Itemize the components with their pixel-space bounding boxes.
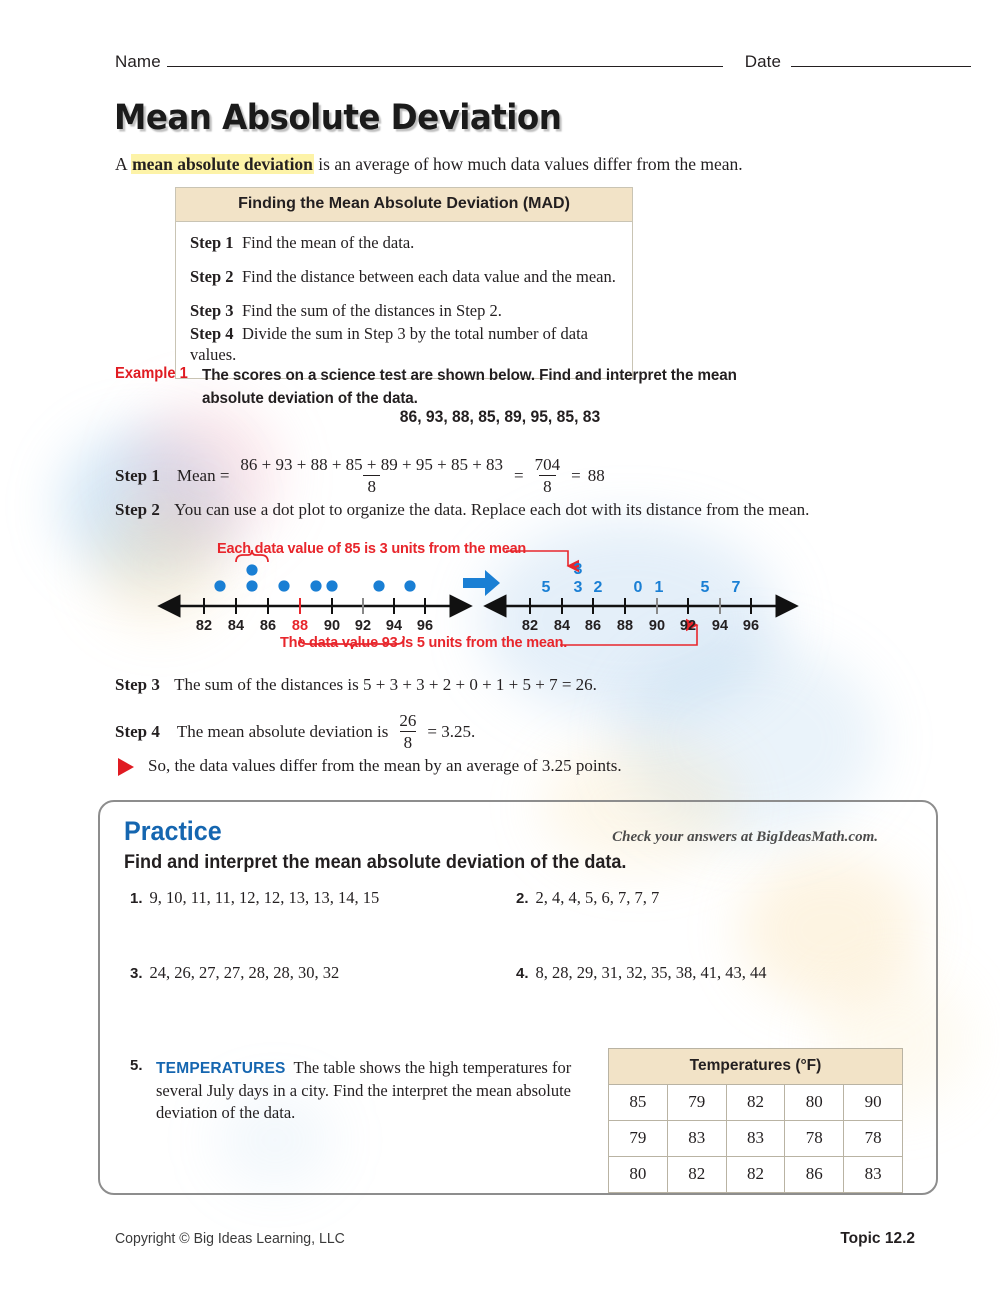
svg-text:94: 94 [385,618,403,634]
mad-step-3 [190,300,632,321]
table-cell: 80 [785,1085,844,1121]
table-row [609,1121,903,1157]
background-wash [95,505,225,625]
svg-text:90: 90 [323,618,341,634]
table-cell: 83 [726,1121,785,1157]
mad-step-1-text: Find the mean of the data. [242,233,415,252]
exercise-2-number: 2. [516,890,529,907]
mad-step-3-text: Find the sum of the distances in Step 2. [242,301,502,321]
mad-step-2-text: Find the distance between each data value and the mean. [242,267,616,287]
mean-fraction-2 [531,456,565,497]
mad-numerator: 26 [399,711,417,730]
table-cell: 82 [667,1157,726,1193]
right-axis-ticks [530,598,751,614]
svg-text:86: 86 [584,618,602,634]
exercise-4-number: 4. [516,965,529,982]
temperatures-table-heading: Temperatures (°F) [609,1049,903,1085]
mad-step-2 [190,266,632,287]
mad-step-2-label: Step 2 [190,267,234,287]
transition-arrow-icon [463,570,500,596]
mad-box-heading: Finding the Mean Absolute Deviation (MAD) [176,188,632,222]
mean-sum: 704 [534,455,561,474]
practice-exercise-5[interactable] [156,1057,576,1124]
svg-text:88: 88 [616,618,634,634]
mad-step-4 [190,323,632,365]
example-step-1-label: Step 1 [115,466,160,486]
distance-labels [542,561,741,596]
page-title: Mean Absolute Deviation [114,98,562,138]
definition-sentence [115,154,743,175]
practice-subtitle: Find and interpret the mean absolute deviation of the data. [124,852,627,873]
table-cell: 83 [667,1121,726,1157]
name-date-bar [115,52,915,72]
mad-step-3-label: Step 3 [190,301,234,321]
table-cell: 78 [785,1121,844,1157]
temperatures-table [608,1048,903,1193]
svg-text:1: 1 [654,579,664,596]
example-step-3 [115,675,597,695]
svg-text:5: 5 [700,579,710,596]
mean-result: 88 [587,466,605,486]
table-cell: 90 [844,1085,903,1121]
example-label: Example 1 [115,365,188,382]
svg-text:7: 7 [731,579,741,596]
exercise-1-text: 9, 10, 11, 11, 12, 12, 13, 13, 14, 15 [149,888,380,907]
mad-fraction [395,712,420,753]
example-step-2-label: Step 2 [115,500,160,519]
footer-topic: Topic 12.2 [840,1230,915,1247]
date-write-line[interactable] [791,53,971,67]
table-cell: 82 [726,1157,785,1193]
exercise-1-number: 1. [130,890,143,907]
name-write-line[interactable] [167,53,723,67]
mad-result: = 3.25. [427,722,476,742]
example-step-3-text: The sum of the distances is 5 + 3 + 3 + 2 + 0 + 1 + 5 + 7 = 26. [174,675,597,694]
left-axis-ticks [204,598,425,614]
equals-2: = [571,466,581,486]
check-answers-note: Check your answers at BigIdeasMath.com. [612,829,878,845]
mad-procedure-box [175,187,633,379]
mean-fraction-1 [236,456,507,497]
exercise-5-topic: TEMPERATURES [156,1060,286,1077]
table-cell: 80 [609,1157,668,1193]
svg-text:96: 96 [742,618,760,634]
exercise-5-number: 5. [130,1057,143,1074]
svg-text:82: 82 [521,618,539,634]
svg-text:86: 86 [259,618,277,634]
svg-text:0: 0 [633,579,643,596]
example-prompt: The scores on a science test are shown below. Find and interpret the mean absolute deviation of the data. [202,367,737,407]
svg-text:96: 96 [416,618,434,634]
mean-numerator: 86 + 93 + 88 + 85 + 89 + 95 + 85 + 83 [240,455,504,474]
table-row [609,1157,903,1193]
mean-count: 8 [539,475,556,496]
vocabulary-term-highlight: mean absolute deviation [132,154,313,174]
exercise-4-text: 8, 28, 29, 31, 32, 35, 38, 41, 43, 44 [535,963,767,982]
footer-copyright: Copyright © Big Ideas Learning, LLC [115,1230,345,1247]
svg-text:82: 82 [195,618,213,634]
exercise-2-text: 2, 4, 4, 5, 6, 7, 7, 7 [535,888,660,907]
mad-step-4-label: Step 4 [190,324,234,344]
table-cell: 79 [667,1085,726,1121]
svg-text:84: 84 [553,618,571,634]
mean-denominator: 8 [363,475,380,496]
svg-text:3: 3 [573,579,583,596]
equals-1: = [514,466,524,486]
svg-text:94: 94 [711,618,729,634]
table-cell: 79 [609,1121,668,1157]
example-step-3-label: Step 3 [115,675,160,694]
svg-text:92: 92 [354,618,372,634]
example-step-1 [115,456,605,497]
example-step-2-text: You can use a dot plot to organize the data. Replace each dot with its distance from the mean. [174,500,810,519]
mad-box-body [176,222,632,378]
svg-text:92: 92 [679,618,697,634]
table-cell: 85 [609,1085,668,1121]
example-step-4 [115,712,475,753]
practice-exercise-4[interactable] [516,963,767,983]
svg-text:2: 2 [593,579,603,596]
exercise-3-number: 3. [130,965,143,982]
example-step-2 [115,500,809,520]
table-cell: 82 [726,1085,785,1121]
annotation-top: Each data value of 85 is 3 units from the mean [217,541,527,557]
annotation-bottom: The data value 93 is 5 units from the mean. [280,635,568,651]
practice-exercise-3[interactable] [130,963,339,983]
date-label: Date [744,52,782,71]
example-step-4-lead: The mean absolute deviation is [176,722,389,742]
mean-tick-label: 88 [291,618,309,634]
table-cell: 78 [844,1121,903,1157]
definition-lead: A [115,154,132,174]
conclusion-triangle-icon [117,757,139,777]
practice-exercise-2[interactable] [516,888,659,908]
mad-step-4-text: Divide the sum in Step 3 by the total number of data values. [190,324,588,365]
practice-exercise-1[interactable] [130,888,379,908]
example-step-4-label: Step 4 [115,722,160,742]
definition-rest: is an average of how much data values differ from the mean. [313,154,743,174]
highlighted-distance-label: 3 [573,561,583,578]
mad-step-1-label: Step 1 [190,233,234,252]
exercise-3-text: 24, 26, 27, 27, 28, 28, 30, 32 [149,963,340,982]
exercise-5-text: The table shows the high temperatures for several July days in a city. Find the interpret the mean absolute deviation of the data. [156,1058,572,1123]
right-axis-tick-labels [522,618,759,634]
mad-denominator: 8 [400,731,417,752]
bottom-annotation-connector [560,625,697,645]
table-cell: 83 [844,1157,903,1193]
practice-title: Practice [124,816,222,846]
name-label: Name [115,52,161,71]
left-axis-tick-labels [196,618,433,634]
mean-lead: Mean = [176,466,230,486]
mad-step-1 [190,232,632,253]
svg-text:90: 90 [648,618,666,634]
svg-text:84: 84 [227,618,245,634]
table-cell: 86 [785,1157,844,1193]
table-row [609,1085,903,1121]
left-plot-dots [214,564,415,591]
example-data-values: 86, 93, 88, 85, 89, 95, 85, 83 [399,408,601,426]
example-conclusion: So, the data values differ from the mean by an average of 3.25 points. [148,756,622,775]
svg-text:5: 5 [541,579,551,596]
